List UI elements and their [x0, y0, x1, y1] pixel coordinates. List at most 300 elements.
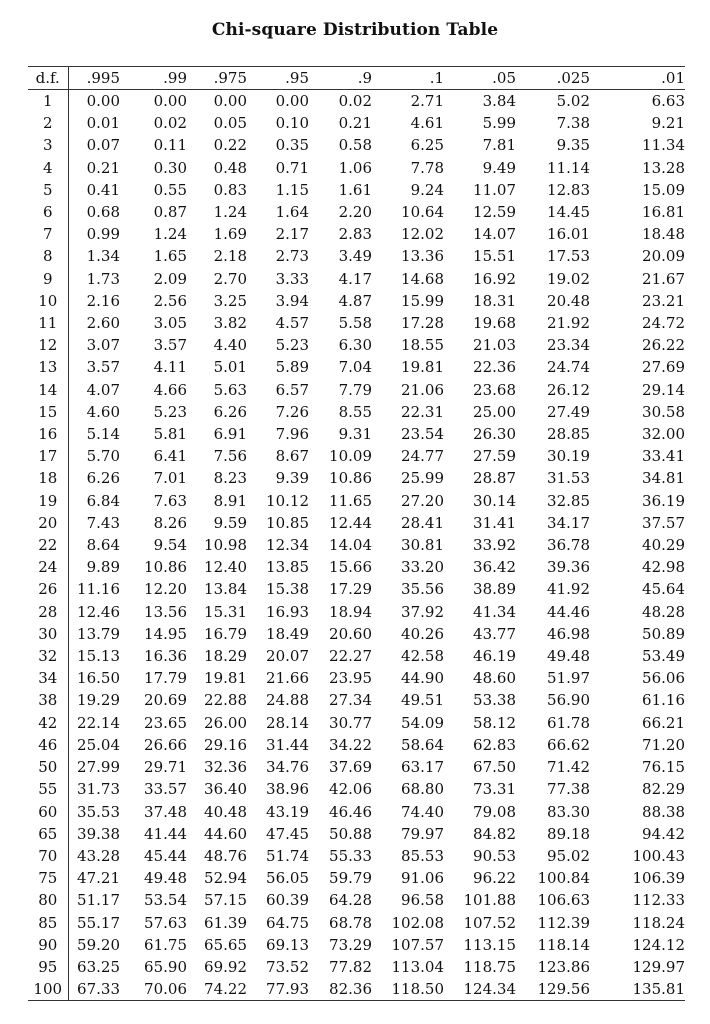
value-cell: 2.70 — [213, 269, 247, 288]
table-row — [28, 423, 685, 445]
value-cell: 30.58 — [642, 402, 685, 421]
value-cell: 29.14 — [642, 380, 685, 399]
table-row — [28, 645, 685, 667]
value-cell: 14.07 — [473, 225, 516, 244]
value-cell: 4.11 — [153, 358, 187, 377]
value-cell: 15.09 — [642, 180, 685, 199]
value-cell: 69.92 — [204, 957, 247, 976]
value-cell: 71.20 — [642, 735, 685, 754]
value-cell: 9.49 — [482, 158, 516, 177]
value-cell: 5.99 — [482, 114, 516, 133]
value-cell: 0.55 — [153, 180, 187, 199]
value-cell: 8.55 — [338, 402, 372, 421]
df-cell: 100 — [28, 978, 68, 1001]
value-cell: 31.41 — [473, 513, 516, 532]
value-cell: 26.22 — [642, 336, 685, 355]
value-cell: 31.53 — [547, 469, 590, 488]
value-cell: 66.62 — [547, 735, 590, 754]
df-cell: 7 — [28, 223, 68, 245]
value-cell: 41.44 — [144, 824, 187, 843]
value-cell: 42.06 — [329, 780, 372, 799]
df-cell: 13 — [28, 356, 68, 378]
value-cell: 0.05 — [213, 114, 247, 133]
value-cell: 84.82 — [473, 824, 516, 843]
value-cell: 24.77 — [401, 447, 444, 466]
df-cell: 60 — [28, 801, 68, 823]
value-cell: 18.94 — [329, 602, 372, 621]
df-cell: 9 — [28, 268, 68, 290]
value-cell: 7.56 — [213, 447, 247, 466]
value-cell: 50.88 — [329, 824, 372, 843]
value-cell: 2.73 — [275, 247, 309, 266]
value-cell: 76.15 — [642, 758, 685, 777]
table-row — [28, 845, 685, 867]
table-row — [28, 712, 685, 734]
table-row — [28, 689, 685, 711]
table-row — [28, 268, 685, 290]
value-cell: 22.36 — [473, 358, 516, 377]
value-cell: 23.95 — [329, 669, 372, 688]
value-cell: 0.10 — [275, 114, 309, 133]
value-cell: 7.63 — [153, 491, 187, 510]
table-row — [28, 778, 685, 800]
value-cell: 3.57 — [86, 358, 120, 377]
df-cell: 19 — [28, 490, 68, 512]
value-cell: 32.85 — [547, 491, 590, 510]
value-cell: 23.68 — [473, 380, 516, 399]
value-cell: 14.68 — [401, 269, 444, 288]
value-cell: 0.58 — [338, 136, 372, 155]
value-cell: 90.53 — [473, 846, 516, 865]
value-cell: 6.63 — [651, 92, 685, 110]
table-row — [28, 801, 685, 823]
value-cell: 23.34 — [547, 336, 590, 355]
value-cell: 3.84 — [482, 92, 516, 110]
df-cell: 20 — [28, 512, 68, 534]
table-row — [28, 90, 685, 113]
df-cell: 55 — [28, 778, 68, 800]
value-cell: 15.13 — [77, 647, 120, 666]
value-cell: 5.63 — [213, 380, 247, 399]
value-cell: 113.15 — [463, 935, 516, 954]
value-cell: 38.96 — [266, 780, 309, 799]
value-cell: 1.15 — [275, 180, 309, 199]
value-cell: 4.61 — [410, 114, 444, 133]
value-cell: 67.33 — [77, 980, 120, 999]
value-cell: 17.53 — [547, 247, 590, 266]
value-cell: 26.66 — [144, 735, 187, 754]
value-cell: 21.06 — [401, 380, 444, 399]
df-cell: 10 — [28, 290, 68, 312]
header-alpha: .9 — [357, 69, 372, 87]
value-cell: 8.26 — [153, 513, 187, 532]
value-cell: 22.31 — [401, 402, 444, 421]
value-cell: 70.06 — [144, 980, 187, 999]
value-cell: 33.57 — [144, 780, 187, 799]
table-row — [28, 445, 685, 467]
value-cell: 13.36 — [401, 247, 444, 266]
value-cell: 63.17 — [401, 758, 444, 777]
value-cell: 48.28 — [642, 602, 685, 621]
header-alpha: .99 — [163, 69, 187, 87]
value-cell: 17.79 — [144, 669, 187, 688]
value-cell: 77.93 — [266, 980, 309, 999]
value-cell: 25.99 — [401, 469, 444, 488]
value-cell: 6.84 — [86, 491, 120, 510]
value-cell: 4.60 — [86, 402, 120, 421]
df-cell: 28 — [28, 601, 68, 623]
value-cell: 64.75 — [266, 913, 309, 932]
value-cell: 0.48 — [213, 158, 247, 177]
value-cell: 34.22 — [329, 735, 372, 754]
value-cell: 36.19 — [642, 491, 685, 510]
value-cell: 50.89 — [642, 624, 685, 643]
df-cell: 2 — [28, 112, 68, 134]
value-cell: 118.50 — [391, 980, 444, 999]
table-body — [28, 90, 685, 1001]
value-cell: 48.60 — [473, 669, 516, 688]
value-cell: 6.41 — [153, 447, 187, 466]
value-cell: 20.07 — [266, 647, 309, 666]
value-cell: 77.82 — [329, 957, 372, 976]
value-cell: 3.94 — [275, 291, 309, 310]
value-cell: 33.20 — [401, 558, 444, 577]
value-cell: 91.06 — [401, 869, 444, 888]
value-cell: 12.59 — [473, 203, 516, 222]
value-cell: 1.69 — [213, 225, 247, 244]
value-cell: 101.88 — [463, 891, 516, 910]
value-cell: 6.30 — [338, 336, 372, 355]
value-cell: 39.36 — [547, 558, 590, 577]
value-cell: 12.40 — [204, 558, 247, 577]
value-cell: 21.92 — [547, 314, 590, 333]
value-cell: 16.36 — [144, 647, 187, 666]
value-cell: 47.21 — [77, 869, 120, 888]
value-cell: 40.26 — [401, 624, 444, 643]
value-cell: 48.76 — [204, 846, 247, 865]
value-cell: 21.66 — [266, 669, 309, 688]
value-cell: 63.25 — [77, 957, 120, 976]
df-cell: 6 — [28, 201, 68, 223]
value-cell: 24.74 — [547, 358, 590, 377]
value-cell: 129.97 — [632, 957, 685, 976]
value-cell: 11.65 — [329, 491, 372, 510]
value-cell: 44.46 — [547, 602, 590, 621]
value-cell: 7.04 — [338, 358, 372, 377]
value-cell: 82.36 — [329, 980, 372, 999]
value-cell: 113.04 — [391, 957, 444, 976]
df-cell: 22 — [28, 534, 68, 556]
value-cell: 3.57 — [153, 336, 187, 355]
df-cell: 11 — [28, 312, 68, 334]
df-cell: 14 — [28, 379, 68, 401]
value-cell: 27.59 — [473, 447, 516, 466]
df-cell: 85 — [28, 912, 68, 934]
value-cell: 15.99 — [401, 291, 444, 310]
value-cell: 68.78 — [329, 913, 372, 932]
value-cell: 21.67 — [642, 269, 685, 288]
value-cell: 3.25 — [213, 291, 247, 310]
value-cell: 16.79 — [204, 624, 247, 643]
value-cell: 19.81 — [401, 358, 444, 377]
value-cell: 58.12 — [473, 713, 516, 732]
df-cell: 26 — [28, 578, 68, 600]
header-alpha: .1 — [429, 69, 444, 87]
df-cell: 30 — [28, 623, 68, 645]
value-cell: 33.41 — [642, 447, 685, 466]
df-cell: 65 — [28, 823, 68, 845]
value-cell: 17.29 — [329, 580, 372, 599]
value-cell: 14.45 — [547, 203, 590, 222]
value-cell: 73.52 — [266, 957, 309, 976]
value-cell: 10.64 — [401, 203, 444, 222]
value-cell: 30.77 — [329, 713, 372, 732]
value-cell: 0.00 — [213, 92, 247, 110]
value-cell: 19.81 — [204, 669, 247, 688]
value-cell: 49.51 — [401, 691, 444, 710]
value-cell: 15.66 — [329, 558, 372, 577]
value-cell: 34.81 — [642, 469, 685, 488]
value-cell: 65.90 — [144, 957, 187, 976]
value-cell: 0.00 — [153, 92, 187, 110]
table-row — [28, 601, 685, 623]
value-cell: 118.24 — [632, 913, 685, 932]
value-cell: 61.39 — [204, 913, 247, 932]
value-cell: 88.38 — [642, 802, 685, 821]
value-cell: 37.57 — [642, 513, 685, 532]
value-cell: 5.14 — [86, 425, 120, 444]
table-row — [28, 934, 685, 956]
value-cell: 57.63 — [144, 913, 187, 932]
header-alpha: .025 — [556, 69, 590, 87]
value-cell: 7.01 — [153, 469, 187, 488]
value-cell: 31.44 — [266, 735, 309, 754]
table-row — [28, 667, 685, 689]
value-cell: 69.13 — [266, 935, 309, 954]
value-cell: 44.60 — [204, 824, 247, 843]
value-cell: 42.98 — [642, 558, 685, 577]
value-cell: 106.63 — [537, 891, 590, 910]
value-cell: 1.65 — [153, 247, 187, 266]
value-cell: 55.17 — [77, 913, 120, 932]
value-cell: 5.58 — [338, 314, 372, 333]
value-cell: 2.20 — [338, 203, 372, 222]
df-cell: 18 — [28, 467, 68, 489]
value-cell: 123.86 — [537, 957, 590, 976]
value-cell: 22.88 — [204, 691, 247, 710]
value-cell: 77.38 — [547, 780, 590, 799]
value-cell: 0.41 — [86, 180, 120, 199]
value-cell: 12.83 — [547, 180, 590, 199]
value-cell: 10.12 — [266, 491, 309, 510]
value-cell: 5.02 — [556, 92, 590, 110]
value-cell: 112.39 — [537, 913, 590, 932]
value-cell: 9.89 — [86, 558, 120, 577]
value-cell: 9.54 — [153, 536, 187, 555]
value-cell: 8.64 — [86, 536, 120, 555]
value-cell: 3.05 — [153, 314, 187, 333]
df-cell: 95 — [28, 956, 68, 978]
value-cell: 2.16 — [86, 291, 120, 310]
value-cell: 1.06 — [338, 158, 372, 177]
value-cell: 51.97 — [547, 669, 590, 688]
value-cell: 7.26 — [275, 402, 309, 421]
value-cell: 26.12 — [547, 380, 590, 399]
value-cell: 49.48 — [144, 869, 187, 888]
value-cell: 83.30 — [547, 802, 590, 821]
value-cell: 0.99 — [86, 225, 120, 244]
value-cell: 85.53 — [401, 846, 444, 865]
value-cell: 11.14 — [547, 158, 590, 177]
value-cell: 67.50 — [473, 758, 516, 777]
value-cell: 79.08 — [473, 802, 516, 821]
value-cell: 1.64 — [275, 203, 309, 222]
value-cell: 18.49 — [266, 624, 309, 643]
value-cell: 58.64 — [401, 735, 444, 754]
value-cell: 6.26 — [213, 402, 247, 421]
value-cell: 95.02 — [547, 846, 590, 865]
value-cell: 0.21 — [338, 114, 372, 133]
value-cell: 5.81 — [153, 425, 187, 444]
value-cell: 29.71 — [144, 758, 187, 777]
value-cell: 61.75 — [144, 935, 187, 954]
value-cell: 0.35 — [275, 136, 309, 155]
value-cell: 94.42 — [642, 824, 685, 843]
value-cell: 27.49 — [547, 402, 590, 421]
value-cell: 26.00 — [204, 713, 247, 732]
value-cell: 5.23 — [275, 336, 309, 355]
value-cell: 20.48 — [547, 291, 590, 310]
value-cell: 1.61 — [338, 180, 372, 199]
value-cell: 51.17 — [77, 891, 120, 910]
value-cell: 73.31 — [473, 780, 516, 799]
value-cell: 17.28 — [401, 314, 444, 333]
value-cell: 6.57 — [275, 380, 309, 399]
table-row — [28, 312, 685, 334]
value-cell: 100.43 — [632, 846, 685, 865]
value-cell: 7.78 — [410, 158, 444, 177]
value-cell: 39.38 — [77, 824, 120, 843]
value-cell: 1.24 — [153, 225, 187, 244]
df-cell: 90 — [28, 934, 68, 956]
value-cell: 2.56 — [153, 291, 187, 310]
table-row — [28, 823, 685, 845]
table-row — [28, 179, 685, 201]
value-cell: 64.28 — [329, 891, 372, 910]
value-cell: 112.33 — [632, 891, 685, 910]
value-cell: 44.90 — [401, 669, 444, 688]
value-cell: 37.69 — [329, 758, 372, 777]
value-cell: 24.88 — [266, 691, 309, 710]
df-cell: 24 — [28, 556, 68, 578]
df-cell: 50 — [28, 756, 68, 778]
value-cell: 19.29 — [77, 691, 120, 710]
value-cell: 46.98 — [547, 624, 590, 643]
value-cell: 4.17 — [338, 269, 372, 288]
df-cell: 70 — [28, 845, 68, 867]
value-cell: 41.34 — [473, 602, 516, 621]
value-cell: 8.23 — [213, 469, 247, 488]
value-cell: 82.29 — [642, 780, 685, 799]
value-cell: 5.89 — [275, 358, 309, 377]
value-cell: 19.68 — [473, 314, 516, 333]
value-cell: 36.40 — [204, 780, 247, 799]
value-cell: 124.12 — [632, 935, 685, 954]
df-cell: 75 — [28, 867, 68, 889]
table-row — [28, 889, 685, 911]
value-cell: 1.24 — [213, 203, 247, 222]
value-cell: 28.85 — [547, 425, 590, 444]
value-cell: 124.34 — [463, 980, 516, 999]
value-cell: 6.26 — [86, 469, 120, 488]
table-row — [28, 512, 685, 534]
value-cell: 10.98 — [204, 536, 247, 555]
value-cell: 11.34 — [642, 136, 685, 155]
value-cell: 57.15 — [204, 891, 247, 910]
value-cell: 14.95 — [144, 624, 187, 643]
value-cell: 49.48 — [547, 647, 590, 666]
value-cell: 29.16 — [204, 735, 247, 754]
value-cell: 2.17 — [275, 225, 309, 244]
value-cell: 10.85 — [266, 513, 309, 532]
value-cell: 59.20 — [77, 935, 120, 954]
value-cell: 0.01 — [86, 114, 120, 133]
value-cell: 22.14 — [77, 713, 120, 732]
value-cell: 79.97 — [401, 824, 444, 843]
value-cell: 55.33 — [329, 846, 372, 865]
value-cell: 62.83 — [473, 735, 516, 754]
value-cell: 68.80 — [401, 780, 444, 799]
table-row — [28, 578, 685, 600]
header-df: d.f. — [28, 67, 68, 90]
value-cell: 107.57 — [391, 935, 444, 954]
value-cell: 22.27 — [329, 647, 372, 666]
value-cell: 43.19 — [266, 802, 309, 821]
value-cell: 45.64 — [642, 580, 685, 599]
value-cell: 20.09 — [642, 247, 685, 266]
value-cell: 14.04 — [329, 536, 372, 555]
value-cell: 61.16 — [642, 691, 685, 710]
value-cell: 0.11 — [153, 136, 187, 155]
value-cell: 60.39 — [266, 891, 309, 910]
value-cell: 0.83 — [213, 180, 247, 199]
table-row — [28, 112, 685, 134]
value-cell: 74.22 — [204, 980, 247, 999]
value-cell: 13.56 — [144, 602, 187, 621]
value-cell: 12.34 — [266, 536, 309, 555]
value-cell: 35.56 — [401, 580, 444, 599]
value-cell: 8.67 — [275, 447, 309, 466]
value-cell: 37.92 — [401, 602, 444, 621]
value-cell: 1.34 — [86, 247, 120, 266]
value-cell: 40.48 — [204, 802, 247, 821]
table-row — [28, 467, 685, 489]
value-cell: 4.07 — [86, 380, 120, 399]
page-title: Chi-square Distribution Table — [211, 20, 499, 40]
value-cell: 38.89 — [473, 580, 516, 599]
value-cell: 15.31 — [204, 602, 247, 621]
value-cell: 20.60 — [329, 624, 372, 643]
value-cell: 6.91 — [213, 425, 247, 444]
value-cell: 0.02 — [153, 114, 187, 133]
value-cell: 96.58 — [401, 891, 444, 910]
value-cell: 45.44 — [144, 846, 187, 865]
value-cell: 10.86 — [329, 469, 372, 488]
value-cell: 53.49 — [642, 647, 685, 666]
header-alpha: .975 — [213, 69, 247, 87]
value-cell: 4.40 — [213, 336, 247, 355]
table-row — [28, 401, 685, 423]
